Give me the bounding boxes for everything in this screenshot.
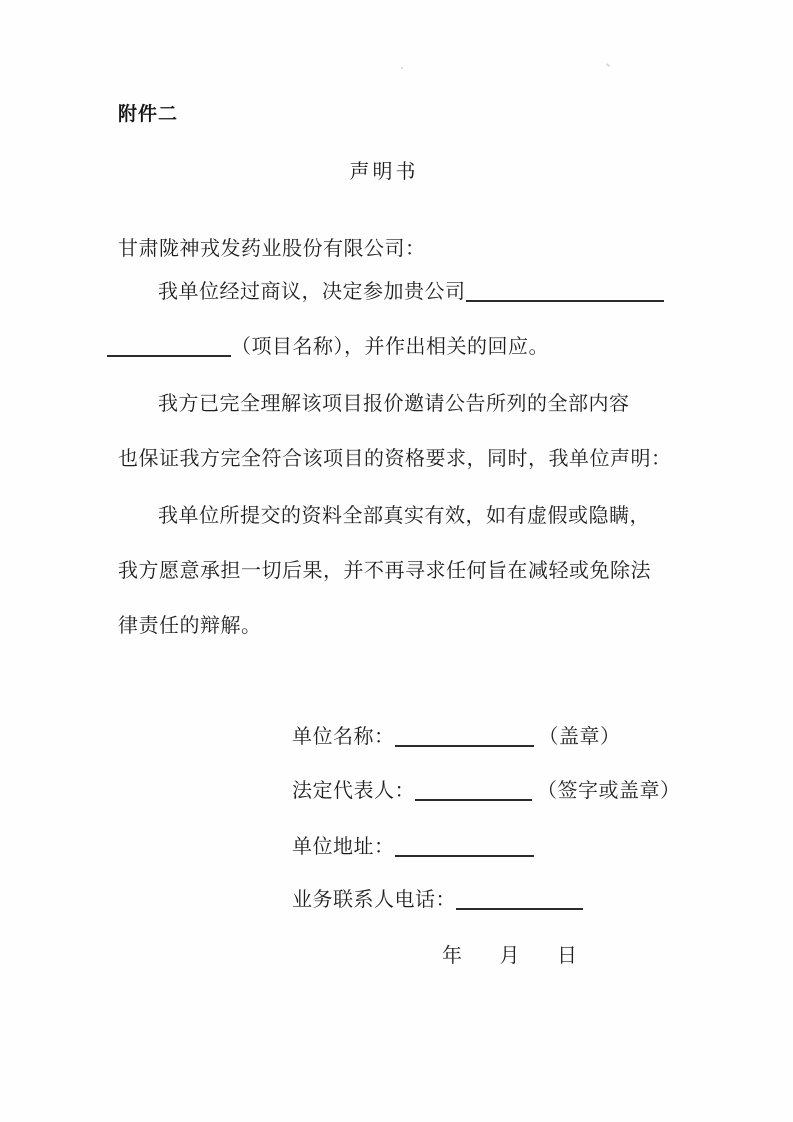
- signature-phone-row: [292, 887, 583, 913]
- blank-project-name: [107, 341, 231, 357]
- company-seal-note: （盖章）: [538, 726, 621, 748]
- blank-address: [395, 841, 534, 857]
- signature-legal-rep-row: [292, 778, 681, 804]
- paragraph3-line2: 我方愿意承担一切后果，并不再寻求任何旨在减轻或免除法: [118, 560, 651, 582]
- address-label: 单位地址：: [292, 836, 395, 858]
- date-year-label: 年: [442, 945, 463, 967]
- paragraph3-line3: 律责任的辩解。: [118, 615, 262, 637]
- scan-artifact: [606, 63, 610, 67]
- scan-artifact: [401, 67, 403, 69]
- paragraph2-line1: 我方已完全理解该项目报价邀请公告所列的全部内容: [158, 393, 630, 415]
- paragraph1-line2: [107, 334, 549, 360]
- paragraph3-line1: 我单位所提交的资料全部真实有效，如有虚假或隐瞒，: [158, 505, 650, 527]
- signature-address-row: [292, 834, 534, 860]
- attachment-label: 附件二: [118, 104, 179, 125]
- blank-company-name: [395, 731, 534, 747]
- legal-rep-sign-note: （签字或盖章）: [537, 780, 681, 802]
- phone-label: 业务联系人电话：: [292, 889, 456, 911]
- paragraph1-line1-text: 我单位经过商议，决定参加贵公司: [158, 281, 466, 303]
- document-title: 声明书: [349, 161, 419, 183]
- paragraph2-line2: 也保证我方完全符合该项目的资格要求，同时，我单位声明：: [118, 448, 672, 470]
- salutation: 甘肃陇神戎发药业股份有限公司：: [118, 238, 426, 260]
- paragraph1-line1: [158, 279, 664, 305]
- paragraph1-line2-text: （项目名称），并作出相关的回应。: [231, 336, 549, 358]
- signature-company-row: [292, 724, 621, 750]
- blank-phone: [456, 894, 583, 910]
- date-month-label: 月: [499, 945, 520, 967]
- blank-company-project: [466, 286, 664, 302]
- legal-rep-label: 法定代表人：: [292, 780, 415, 802]
- blank-legal-rep: [415, 785, 532, 801]
- company-name-label: 单位名称：: [292, 726, 395, 748]
- date-row: [442, 943, 578, 969]
- date-day-label: 日: [557, 945, 578, 967]
